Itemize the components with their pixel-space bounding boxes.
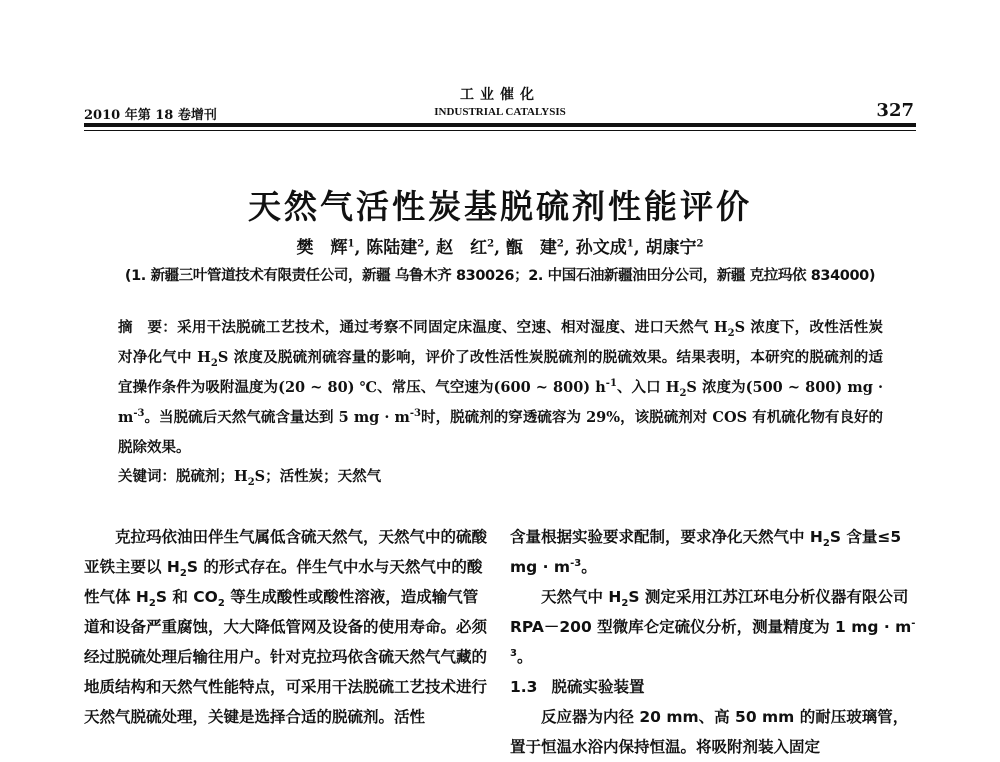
author: 樊 辉 [296, 238, 348, 258]
body-text: 。 [581, 558, 597, 576]
abstract-text: S 浓度下，改性活性炭对净化气中 H [118, 319, 883, 366]
section-title: 脱硫实验装置 [551, 678, 645, 696]
subscript: 2 [727, 327, 735, 339]
author-affil-mark: 1 [347, 238, 355, 250]
author: 甑 建 [505, 238, 557, 258]
keywords-text: S；活性炭；天然气 [254, 468, 382, 485]
body-text: S 的形式存在。伴生气中水与天然气中的酸性气体 H [84, 558, 483, 606]
author-affil-mark: 2 [487, 238, 495, 250]
body-column-left [84, 522, 488, 732]
abstract-text: S 浓度及脱硫剂硫容量的影响，评价了改性活性炭脱硫剂的脱硫效果。结果表明，本研究的脱硫剂的适宜操作条件为吸附温度为(20 ~ 80) ℃、常压、气空速为(600 ~ 800) h [118, 349, 884, 396]
header-rule-thick [84, 123, 916, 127]
author: 赵 红 [436, 238, 488, 258]
author-list: 樊 辉$^1$, 陈陆建$^2$, 赵 红$^2$, 甑 建$^2$, 孙文成$^1$, 胡康宁$^2$ [296, 238, 704, 258]
subscript: 2 [679, 387, 687, 399]
body-paragraph [510, 702, 918, 762]
body-text: 反应器为内径 20 mm、高 50 mm 的耐压玻璃管，置于恒温水浴内保持恒温。将吸附剂装入固定 [510, 708, 909, 756]
abstract-text: 。当脱硫后天然气硫含量达到 5 mg · m [144, 409, 410, 426]
issue-label: 2010 年第 18 卷增刊 [84, 108, 217, 123]
abstract-label: 摘 要： [118, 320, 178, 336]
subscript: 2 [210, 357, 218, 369]
journal-name-en: INDUSTRIAL CATALYSIS [434, 106, 566, 118]
superscript: -1 [605, 378, 617, 390]
author-affil-mark: 2 [696, 238, 704, 250]
author-affil-mark: 2 [417, 238, 425, 250]
abstract-text: 、入口 H [616, 379, 680, 396]
body-paragraph [510, 522, 918, 582]
author-affil-mark: 2 [556, 238, 564, 250]
body-text: 含量根据实验要求配制，要求净化天然气中 H [510, 528, 823, 546]
body-text: 。 [516, 648, 533, 666]
abstract-text: S 浓度为(500 ~ 800) mg · m [118, 379, 883, 426]
superscript: -3 [133, 408, 145, 420]
journal-header [400, 84, 600, 118]
abstract-text: 采用干法脱硫工艺技术，通过考察不同固定床温度、空速、相对湿度、进口天然气 H [177, 319, 728, 336]
keywords [118, 465, 883, 486]
superscript: -3 [570, 557, 582, 569]
subscript: 2 [621, 598, 629, 610]
superscript: -3 [510, 617, 916, 659]
body-column-right [510, 522, 918, 762]
subscript: 2 [247, 476, 255, 488]
section-number: 1.3 [510, 678, 538, 696]
author-affil-mark: 1 [626, 238, 634, 250]
section-heading [510, 672, 918, 702]
affiliations: (1. 新疆三叶管道技术有限责任公司，新疆 乌鲁木齐 830026；2. 中国石油新疆油田分公司，新疆 克拉玛依 834000) [124, 268, 876, 284]
subscript: 2 [217, 598, 225, 610]
superscript: -3 [409, 408, 421, 420]
body-paragraph [510, 582, 918, 672]
abstract [118, 313, 883, 463]
abstract-text: 时，脱硫剂的穿透硫容为 29%，该脱硫剂对 COS 有机硫化物有良好的脱除效果。 [118, 409, 883, 456]
subscript: 2 [148, 598, 156, 610]
body-text: 天然气中 H [541, 588, 622, 606]
author: 孙文成 [575, 238, 627, 258]
body-paragraph [84, 522, 488, 732]
body-text: S 和 CO [155, 588, 218, 606]
page-number: 327 [876, 100, 914, 121]
author: 胡康宁 [645, 238, 697, 258]
journal-name-cn: 工业催化 [460, 87, 540, 103]
header-rule-thin [84, 130, 916, 131]
body-text: 克拉玛依油田伴生气属低含硫天然气，天然气中的硫酸亚铁主要以 H [84, 528, 488, 576]
keywords-label: 关键词： [118, 469, 176, 485]
subscript: 2 [179, 568, 187, 580]
paper-title: 天然气活性炭基脱硫剂性能评价 [248, 187, 752, 226]
author: 陈陆建 [366, 238, 418, 258]
subscript: 2 [822, 538, 830, 550]
body-text: S 含量≤5 mg · m [510, 528, 902, 576]
keywords-text: 脱硫剂；H [176, 468, 248, 485]
body-text: S 测定采用江苏江环电分析仪器有限公司 RPA－200 型微库仑定硫仪分析，测量精度为 1 mg · m [510, 588, 912, 636]
body-text: 等生成酸性或酸性溶液，造成输气管道和设备严重腐蚀，大大降低管网及设备的使用寿命。必须经过脱硫处理后输往用户。针对克拉玛依含硫天然气气藏的地质结构和天然气性能特点，可采用干法脱硫工艺技术进行天然气脱硫处理，关键是选择合适的脱硫剂。活性 [84, 588, 488, 726]
